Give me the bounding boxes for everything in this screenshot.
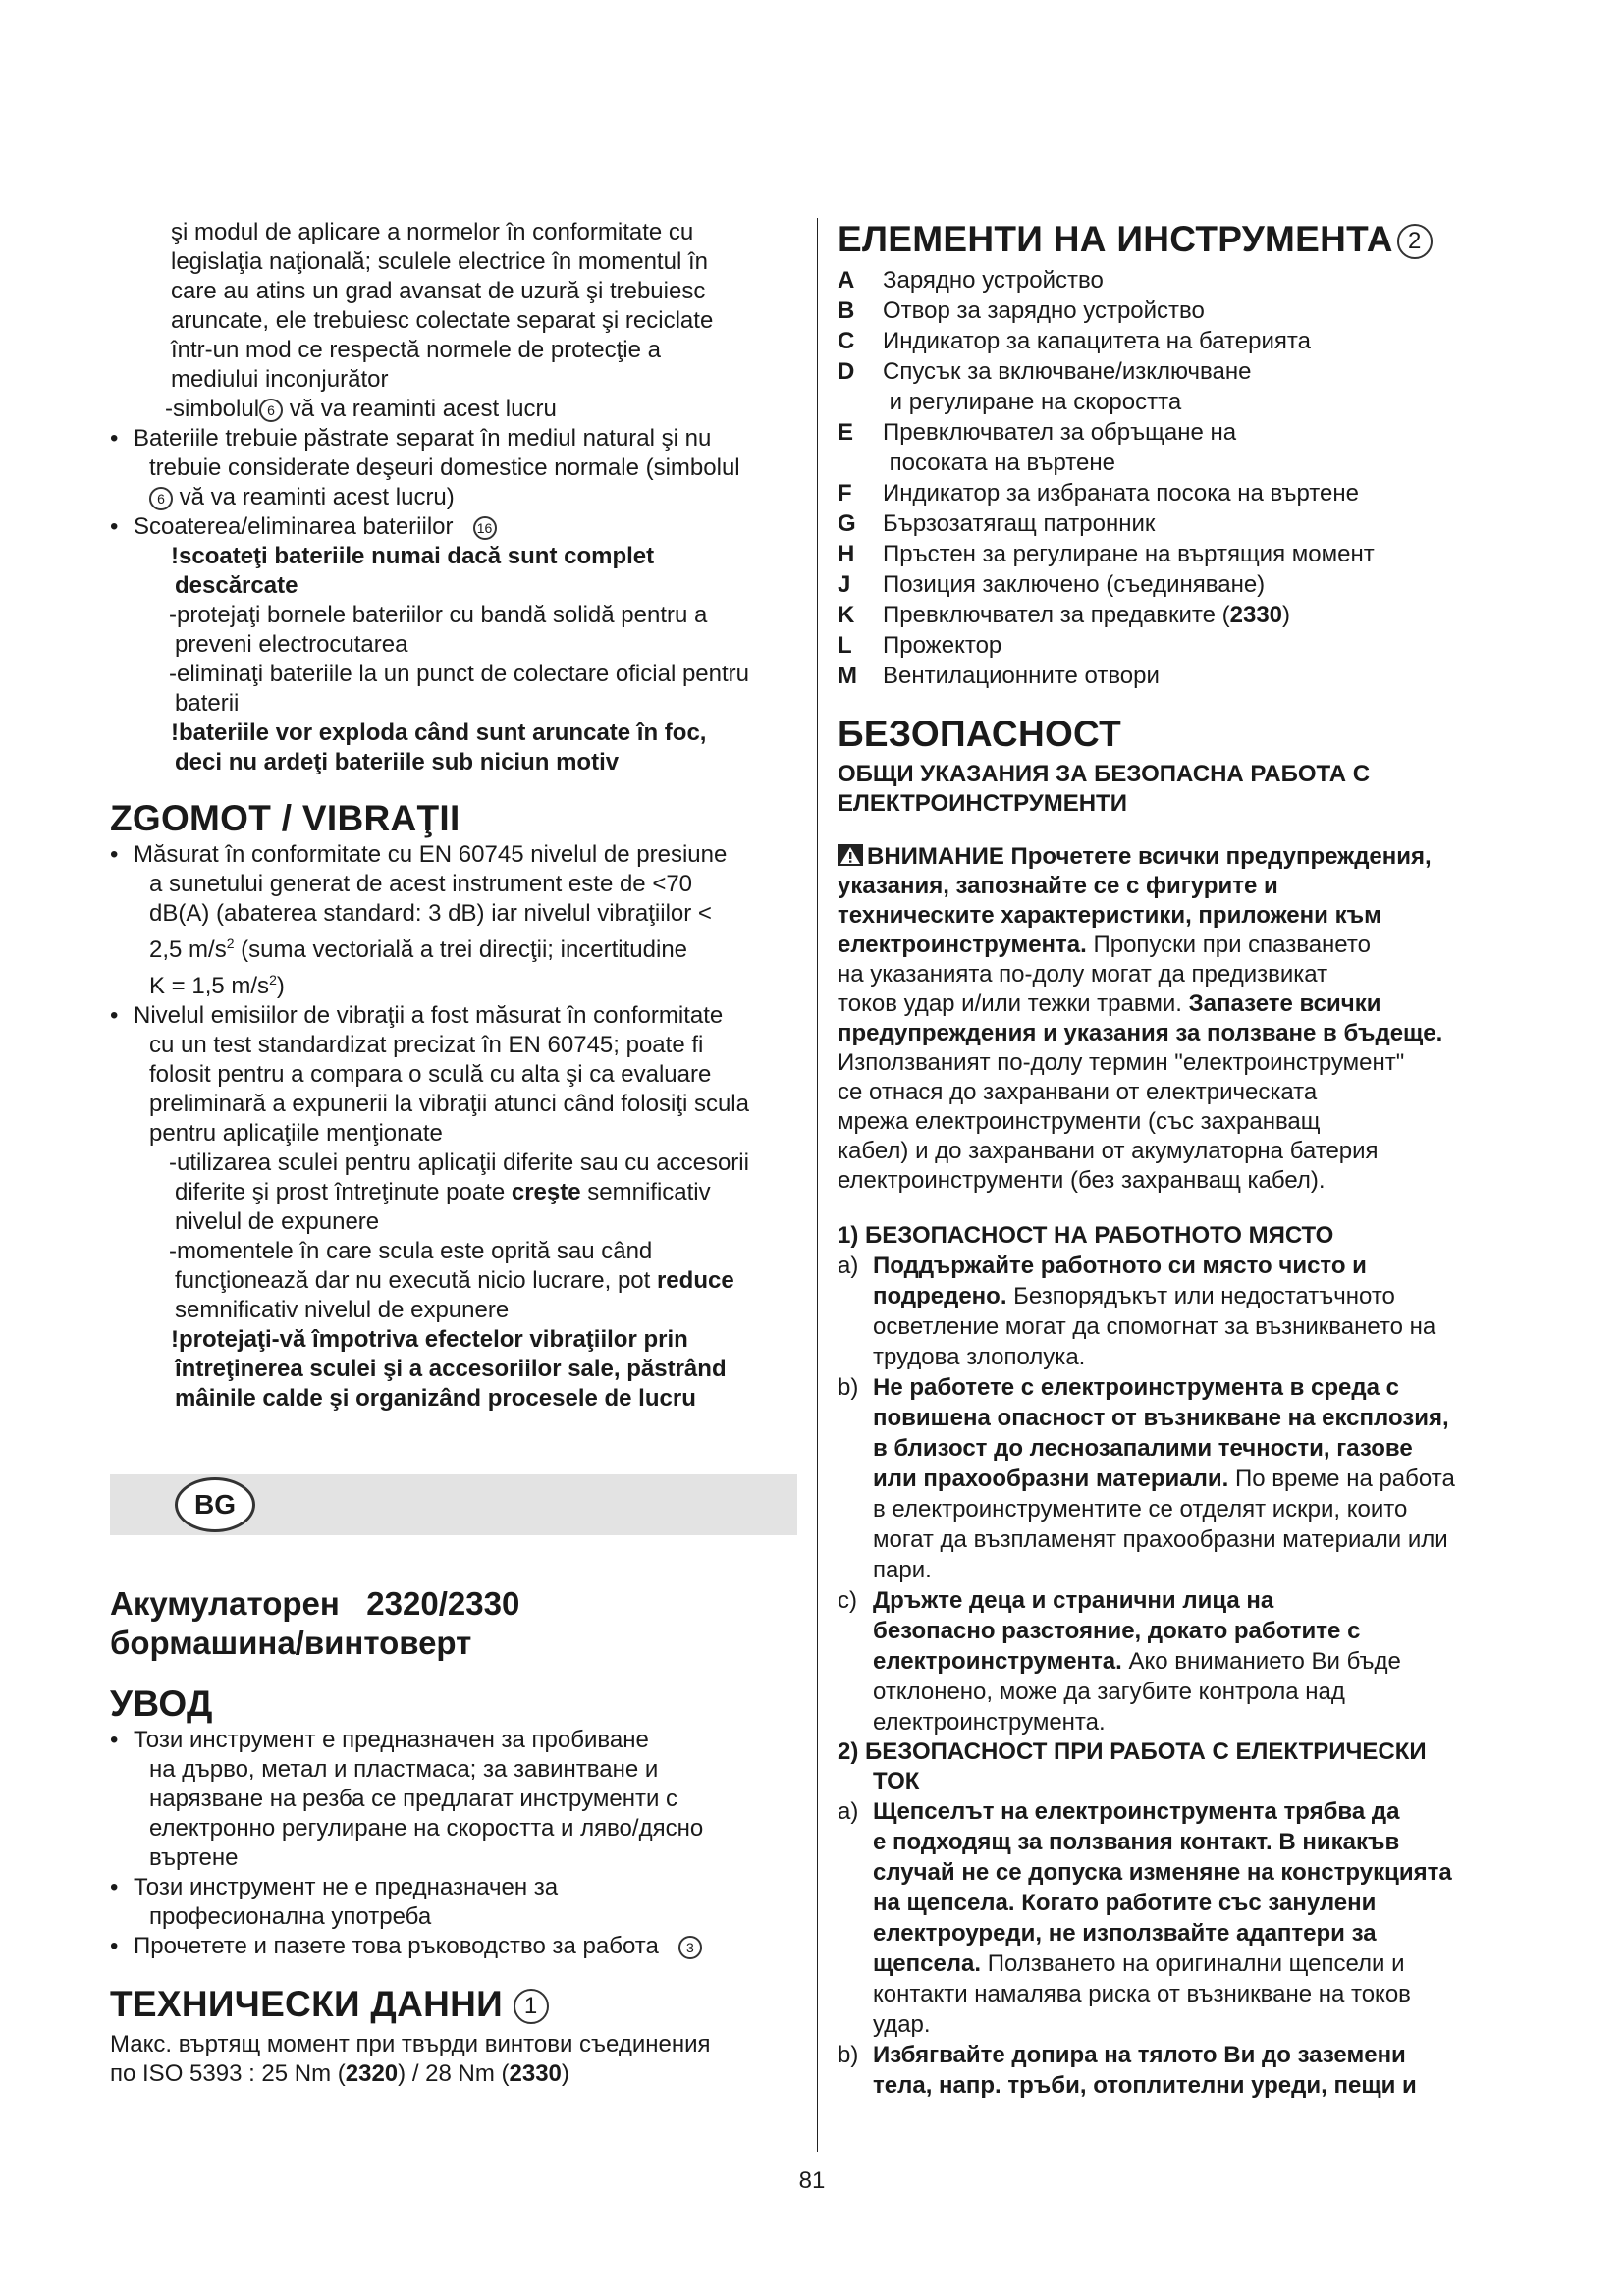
list-item: L Прожектор (838, 632, 1002, 659)
section-1a: a) Поддържайте работното си място чисто и подредено. Безпорядъкът или недостатъчното осветление могат да спомогнат за възникването на трудова злополука. (838, 1253, 1436, 1370)
warning-triangle-icon (838, 844, 863, 866)
disposal-text (110, 218, 797, 424)
general-heading: ОБЩИ УКАЗАНИЯ ЗА БЕЗОПАСНА РАБОТА С ЕЛЕКТРОИНСТРУМЕНТИ (838, 761, 1371, 817)
symbol-3-icon: 3 (678, 1936, 702, 1959)
list-item: D Спусък за включване/изключване (838, 358, 1252, 385)
symbol-6-icon: 6 (149, 487, 173, 510)
tech-line-2: по ISO 5393 : 25 Nm (2320) / 28 Nm (2330) (110, 2060, 569, 2087)
symbol-1-icon: 1 (514, 1989, 549, 2024)
text-line: şi modul de aplicare a normelor în conformitate cu (171, 219, 694, 245)
text-line: care au atins un grad avansat de uzură şi trebuiesc (171, 278, 706, 304)
safety-heading: БЕЗОПАСНОСТ (838, 714, 1122, 754)
section-2a: a) Щепселът на електроинструмента трябва да е подходящ за ползвания контакт. В никакъв случай не се допуска изменяне на конструкцията на щепсела. Когато работите със занулени електроуреди, не използвайте адаптери за щепсела. Ползването на оригинални щепсели и контакти намалява риска от възникване на токов удар. (838, 1798, 1452, 2038)
battery-bullet: • Bateriile trebuie păstrate separat în mediul natural şi nu trebuie considerate deşeuri domestice normale (simbolul 6 vă va reaminti acest lucru) (110, 425, 740, 510)
elements-heading: ЕЛЕМЕНТИ НА ИНСТРУМЕНТА 2 (838, 218, 1525, 261)
symbol-6-icon: 6 (259, 399, 283, 422)
section-1-heading: 1) БЕЗОПАСНОСТ НА РАБОТНОТО МЯСТО (838, 1222, 1334, 1249)
list-item: B Отвор за зарядно устройство (838, 297, 1205, 324)
bullet-icon: • (110, 1727, 119, 1753)
list-item: и регулиране на скоростта (883, 389, 1182, 415)
list-item: F Индикатор за избраната посока на въртене (838, 480, 1359, 507)
symbol-16-icon: 16 (473, 516, 497, 540)
section-2-heading: 2) БЕЗОПАСНОСТ ПРИ РАБОТА С ЕЛЕКТРИЧЕСКИ ТОК (838, 1738, 1427, 1794)
list-item: H Пръстен за регулиране на въртящия момент (838, 541, 1375, 567)
text-line: într-un mod ce respectă normele de protecţie a (171, 337, 661, 363)
list-item: A Зарядно устройство (838, 267, 1104, 294)
bullet-icon: • (110, 1002, 119, 1029)
list-item: J Позиция заключено (съединяване) (838, 571, 1266, 598)
bullet-icon: • (110, 1874, 119, 1900)
text-line: legislaţia naţională; sculele electrice în momentul în (171, 248, 708, 275)
section-1b: b) Не работете с електроинструмента в среда с повишена опасност от възникване на експлозия, в близост до леснозапалими течности, газове или прахообразни материали. По време на работа в електроинструментите се отделят искри, които могат да възпламенят прахообразни материали или пари. (838, 1374, 1455, 1583)
bullet-icon: • (110, 1933, 119, 1959)
text-line: -simbolul 6 vă va reaminti acest lucru (165, 396, 557, 422)
product-title: Акумулаторен 2320/2330 бормашина/винтоверт (110, 1585, 520, 1661)
page-number: 81 (798, 2167, 826, 2194)
noise-bullet-1: • Măsurat în conformitate cu EN 60745 nivelul de presiune a sunetului generat de acest instrument este de <70 dB(A) (abaterea standard: 3 dB) iar nivelul vibraţiilor < 2,5 $m/s^2$ (suma vectorială a trei direcţii; incertitudine K = 1,5 $m/s^2$) (110, 841, 728, 999)
left-column (110, 218, 797, 2089)
bullet-icon: • (110, 425, 119, 452)
noise-bullet-2: • Nivelul emisiilor de vibraţii a fost măsurat în conformitate cu un test standardizat precizat în EN 60745; poate fi folosit pentru a compara o sculă cu alta şi ca evaluare preliminară a expunerii la vibraţii atunci când folosiţi scula pentru aplicaţiile menţionate -utilizarea sculei pentru aplicaţii diferite sau cu accesorii diferite şi prost întreţinute poate creşte semnificativ nivelul de expunere -momentele în care scula este oprită sau când funcţionează dar nu execută nicio lucrare, pot reduce semnificativ nivelul de expunere !protejaţi-vă împotriva efectelor vibraţiilor prin întreţinerea sculei şi a accesoriilor sale, păstrând mâinile calde şi organizând procesele de lucru (110, 1002, 749, 1412)
section-2b: b) Избягвайте допира на тялото Ви до заземени тела, напр. тръби, отоплителни уреди, пещи и (838, 2042, 1417, 2099)
removal-bullet: • Scoaterea/eliminarea bateriilor 16 !scoateţi bateriile numai dacă sunt complet descărcate -protejaţi bornele bateriilor cu bandă solidă pentru a preveni electrocutarea -eliminaţi bateriile la un punct de colectare oficial pentru baterii !bateriile vor exploda când sunt aruncate în foc, deci nu ardeţi bateriile sub niciun motiv (110, 513, 749, 775)
intro-heading: УВОД (110, 1683, 213, 1724)
tech-line-1: Макс. въртящ момент при твърди винтови съединения (110, 2031, 711, 2057)
elements-list (838, 265, 1525, 691)
warning-block: ВНИМАНИЕ Прочетете всички предупреждения, указания, запознайте се с фигурите и техническите характеристики, приложени към електроинструмента. Пропуски при спазването на указанията по-долу могат да предизвикат токов удар и/или тежки травми. Запазете всички предупреждения и указания за ползване в бъдеще. Използваният по-долу термин "електроинструмент" се отнася до захранвани от електрическата мрежа електроинструменти (със захранващ кабел) и до захранвани от акумулаторна батерия електроинструменти (без захранващ кабел). (838, 843, 1443, 1194)
section-1c: c) Дръжте деца и странични лица на безопасно разстояние, докато работите с електроинструмента. Ако вниманието Ви бъде отклонено, може да загубите контрола над електроинструмента. (838, 1587, 1401, 1735)
intro-bullet-3: • Прочетете и пазете това ръководство за работа 3 (110, 1932, 797, 1961)
language-bar (110, 1474, 797, 1535)
intro-bullet-2: • Този инструмент не е предназначен за професионална употреба (110, 1874, 559, 1930)
tech-heading: ТЕХНИЧЕСКИ ДАННИ 1 (110, 1983, 797, 2026)
intro-bullet-1: • Този инструмент е предназначен за пробиване на дърво, метал и пластмаса; за завинтване и нарязване на резба се предлагат инструменти с електронно регулиране на скоростта и ляво/дясно въртене (110, 1727, 704, 1871)
column-divider (817, 218, 818, 2152)
text-line: aruncate, ele trebuiesc colectate separat şi reciclate (171, 307, 714, 334)
list-item: K Превключвател за предавките (2330) (838, 602, 1291, 628)
list-item: C Индикатор за капацитета на батерията (838, 328, 1311, 354)
bullet-icon: • (110, 841, 119, 868)
text-line: mediului inconjurător (171, 366, 389, 393)
list-item: посоката на въртене (883, 450, 1115, 476)
list-item: E Превключвател за обръщане на (838, 419, 1237, 446)
symbol-2-icon: 2 (1397, 224, 1433, 259)
list-item: G Бързозатягащ патронник (838, 510, 1156, 537)
bullet-icon: • (110, 513, 119, 540)
list-item: M Вентилационните отвори (838, 663, 1160, 689)
noise-heading: ZGOMOT / VIBRAŢII (110, 798, 460, 838)
language-badge: BG (175, 1477, 255, 1532)
right-column (838, 218, 1525, 2101)
